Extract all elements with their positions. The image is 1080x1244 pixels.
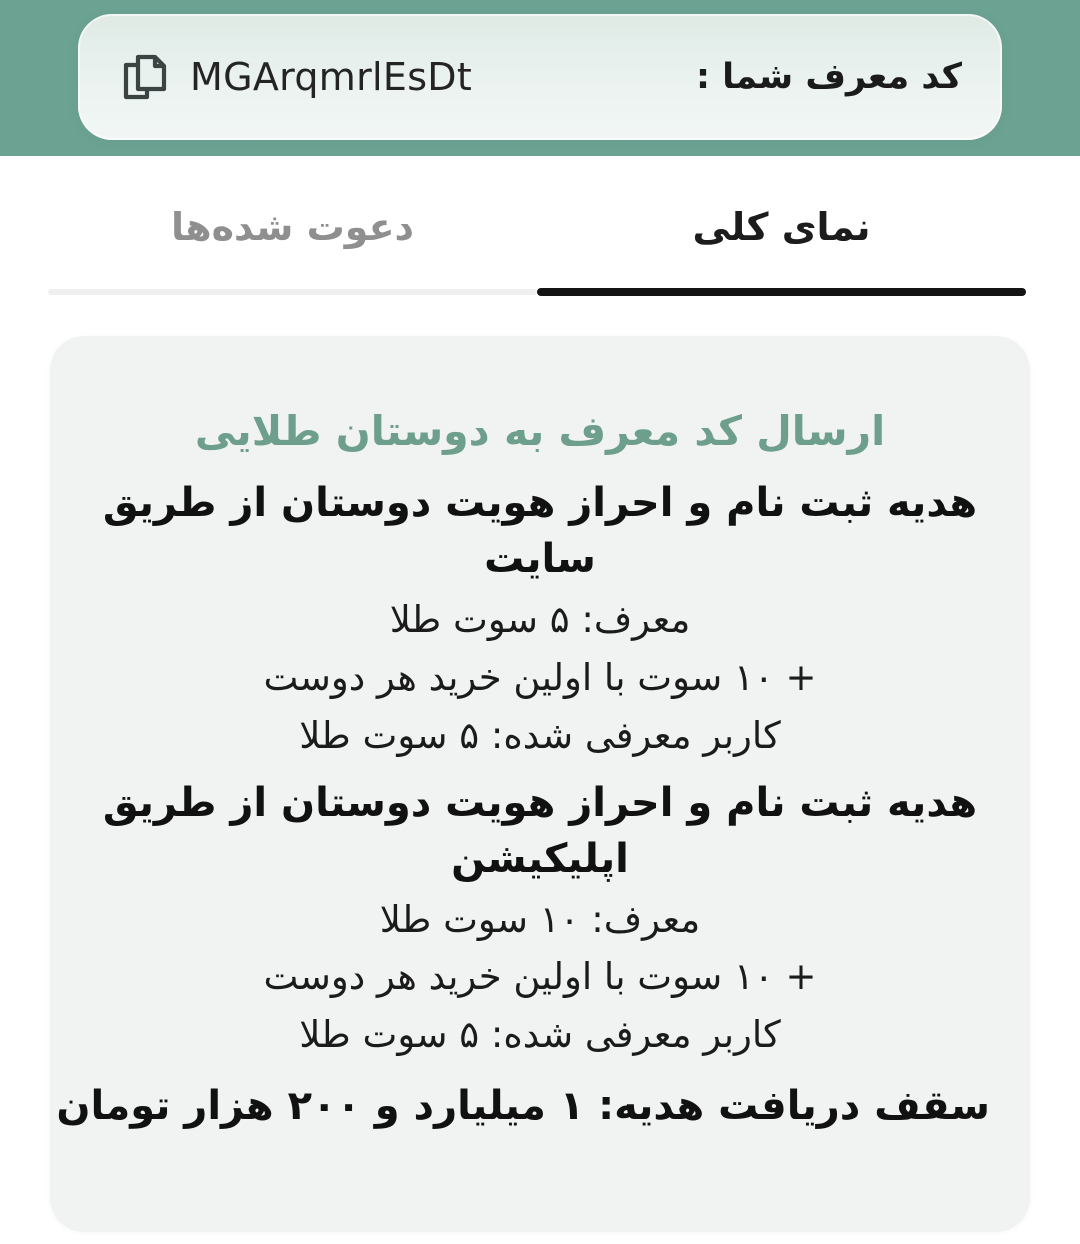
- tab-invitees-label: دعوت شده‌ها: [170, 205, 415, 249]
- gift-cap-line: سقف دریافت هدیه: ۱ میلیارد و ۲۰۰ هزار تومان: [56, 1082, 990, 1129]
- referral-code-value: MGArqmrlEsDt: [190, 55, 473, 99]
- tab-overview-label: نمای کلی: [692, 205, 871, 249]
- referral-info-card: [50, 336, 1030, 1232]
- reward-line: + ۱۰ سوت با اولین خرید هر دوست: [263, 656, 817, 700]
- copy-icon[interactable]: [122, 52, 168, 102]
- section-heading-website: هدیه ثبت نام و احراز هویت دوستان از طریق سایت: [102, 480, 978, 583]
- referral-code-group[interactable]: [122, 52, 472, 102]
- reward-line: + ۱۰ سوت با اولین خرید هر دوست: [263, 955, 817, 999]
- tab-invitees-underline: [48, 289, 537, 295]
- reward-line: معرف: ۵ سوت طلا: [389, 598, 691, 642]
- referral-code-label: کد معرف شما :: [695, 57, 962, 97]
- card-title: ارسال کد معرف به دوستان طلایی: [194, 407, 886, 455]
- section-heading-application: هدیه ثبت نام و احراز هویت دوستان از طریق اپلیکیشن: [102, 779, 978, 882]
- reward-line: معرف: ۱۰ سوت طلا: [379, 897, 701, 941]
- reward-line: کاربر معرفی شده: ۵ سوت طلا: [299, 1012, 781, 1056]
- tab-overview-underline: [537, 288, 1026, 296]
- reward-line: کاربر معرفی شده: ۵ سوت طلا: [299, 713, 781, 757]
- tab-overview[interactable]: [537, 186, 1026, 296]
- tab-bar: [48, 186, 1026, 296]
- referral-code-chip[interactable]: [78, 14, 1002, 140]
- tab-invitees[interactable]: [48, 186, 537, 296]
